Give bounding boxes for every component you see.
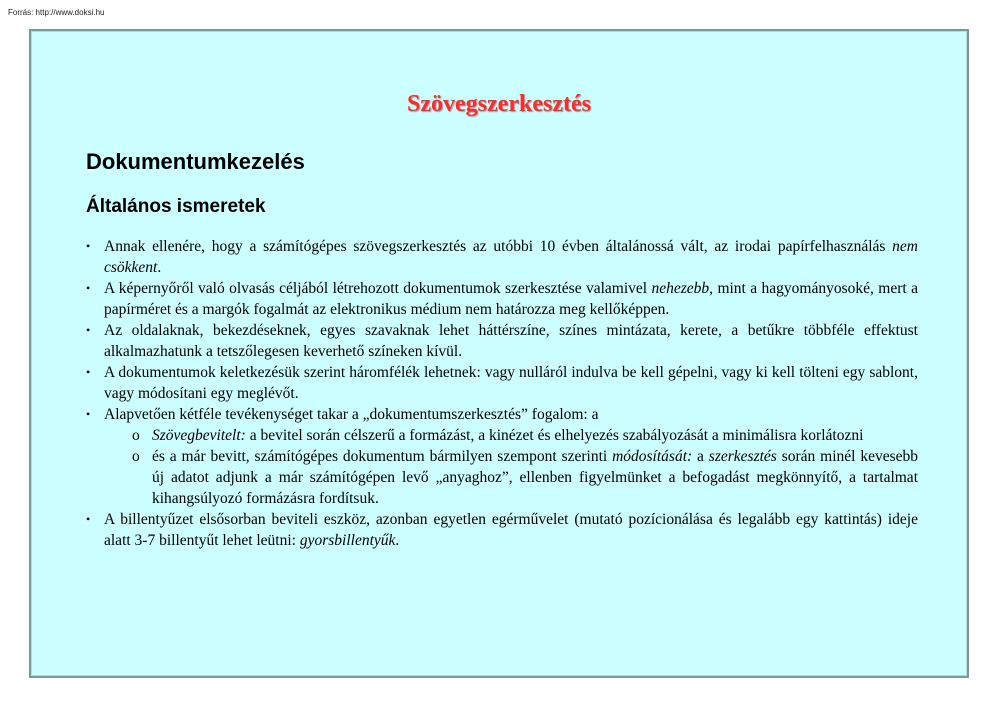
sub-list-item-emphasis: módosítását: bbox=[612, 448, 693, 465]
sub-bullet-list bbox=[104, 425, 918, 509]
list-item-emphasis: nem csökkent bbox=[104, 238, 918, 276]
sub-list-item bbox=[104, 446, 918, 509]
list-item-emphasis: gyorsbillentyűk bbox=[299, 532, 396, 549]
section-heading: Dokumentumkezelés bbox=[86, 149, 305, 174]
list-item bbox=[86, 362, 918, 404]
sub-list-item-text: a bevitel során célszerű a formázást, a kinézet és elhelyezés szabályozását a minimálisra korlátozni bbox=[245, 427, 864, 444]
sub-list-item bbox=[104, 425, 918, 446]
sub-list-item-text: során minél kevesebb új adatot adjunk a már számítógépen levő „anyaghoz”, ellenben figyelmünket a befogadást megkönnyítő, a tartalmat kihangsúlyozó formázásra fordítsuk. bbox=[152, 448, 918, 507]
list-item-text-end: mint a hagyományosoké, mert a papírméret és a margók fogalmát az elektronikus médium nem határozza meg kellőképpen. bbox=[104, 280, 918, 318]
source-label: Forrás: http://www.doksi.hu bbox=[8, 8, 105, 17]
bullet-icon: • bbox=[86, 281, 91, 295]
sub-list-item-text: a bbox=[692, 448, 709, 465]
list-item bbox=[86, 278, 918, 320]
sub-list-item-emphasis: Szövegbevitelt: bbox=[152, 427, 246, 444]
list-item-text: Annak ellenére, hogy a számítógépes szövegszerkesztés az utóbbi 10 évben általánossá vált, az irodai papírfelhasználás bbox=[104, 238, 893, 255]
list-item-text-end: . bbox=[157, 259, 162, 276]
bullet-list-container bbox=[86, 236, 918, 551]
list-item bbox=[86, 236, 918, 278]
list-item-text: Az oldalaknak, bekezdéseknek, egyes szavaknak lehet háttérszíne, színes mintázata, kerete, a betűkre többféle effektust alkalmazhatunk a tetszőlegesen keverhető színeken kívül. bbox=[104, 322, 918, 360]
bullet-list bbox=[86, 236, 918, 551]
subsection-heading: Általános ismeretek bbox=[86, 196, 266, 217]
slide-frame bbox=[29, 29, 969, 678]
bullet-icon: • bbox=[86, 239, 91, 253]
sub-bullet-icon: o bbox=[132, 427, 140, 444]
bullet-icon: • bbox=[86, 365, 91, 379]
sub-list-item-emphasis: szerkesztés bbox=[708, 448, 777, 465]
list-item bbox=[86, 320, 918, 362]
list-item-text: Alapvetően kétféle tevékenységet takar a „dokumentumszerkesztés” fogalom: a bbox=[104, 406, 599, 423]
list-item-text: A dokumentumok keletkezésük szerint háromfélék lehetnek: vagy nulláról indulva be kell gépelni, vagy ki kell tölteni egy sablont, vagy módosítani egy meglévőt. bbox=[104, 364, 918, 402]
bullet-icon: • bbox=[86, 323, 91, 337]
bullet-icon: • bbox=[86, 512, 91, 526]
sub-bullet-icon: o bbox=[132, 448, 140, 465]
list-item-text-end: . bbox=[395, 532, 400, 549]
sub-list-item-text: és a már bevitt, számítógépes dokumentum bármilyen szempont szerinti bbox=[152, 448, 613, 465]
page-title: Szövegszerkesztés bbox=[407, 91, 591, 117]
list-item-text: A billentyűzet elsősorban beviteli eszköz, azonban egyetlen egérművelet (mutató pozícionálása és legalább egy kattintás) ideje alatt 3-7 billentyűt lehet leütni: bbox=[104, 511, 918, 549]
list-item bbox=[86, 404, 918, 509]
bullet-icon: • bbox=[86, 407, 91, 421]
list-item-text: A képernyőről való olvasás céljából létrehozott dokumentumok szerkesztése valamivel bbox=[104, 280, 652, 297]
list-item bbox=[86, 509, 918, 551]
list-item-emphasis: nehezebb, bbox=[651, 280, 714, 297]
